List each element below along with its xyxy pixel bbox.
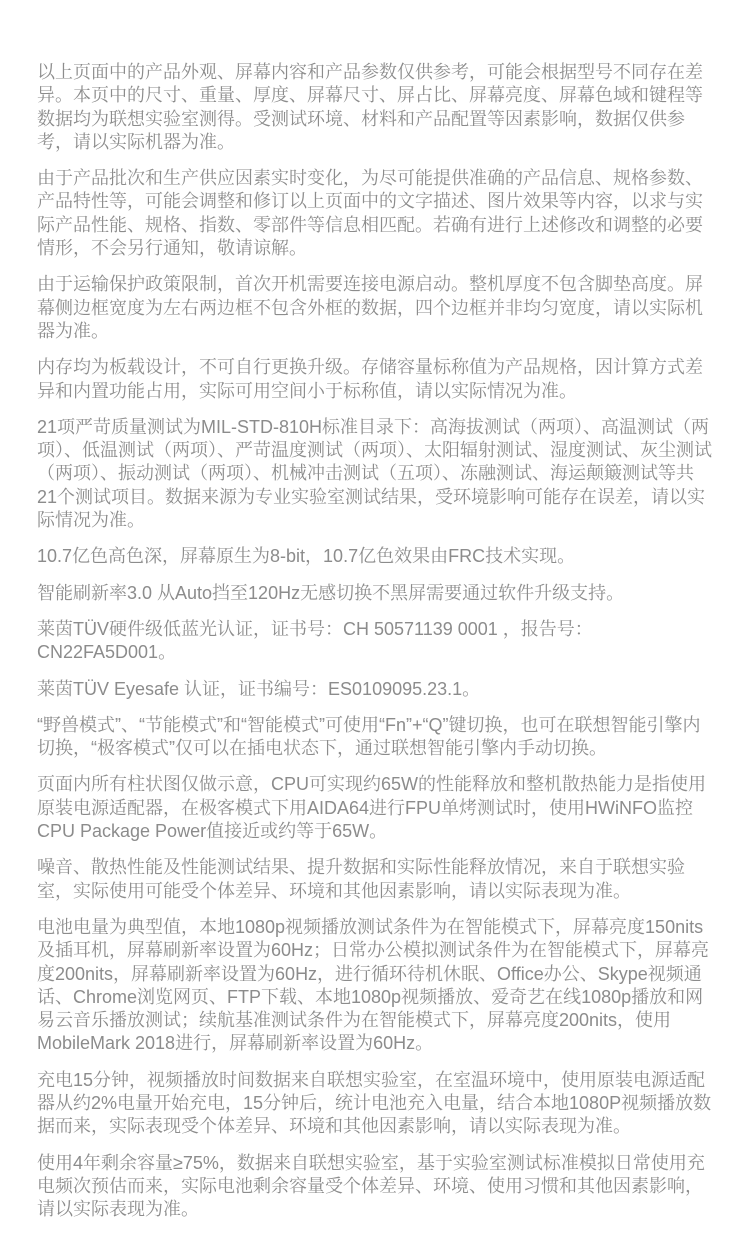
disclaimer-paragraph: 莱茵TÜV Eyesafe 认证，证书编号：ES0109095.23.1。 <box>37 678 481 699</box>
disclaimer-paragraph: 10.7亿色高色深，屏幕原生为8-bit，10.7亿色效果由FRC技术实现。 <box>37 546 576 567</box>
disclaimer-paragraph: 以上页面中的产品外观、屏幕内容和产品参数仅供参考，可能会根据型号不同存在差异。本页中的尺寸、重量、厚度、屏幕尺寸、屏占比、屏幕亮度、屏幕色域和键程等数据均为联想实验室测得。受测试环境、材料和产品配置等因素影响，数据仅供参考，请以实际机器为准。 <box>37 62 703 152</box>
disclaimer-paragraph: 莱茵TÜV硬件级低蓝光认证，证书号：CH 50571139 0001 ，报告号：CN22FA5D001。 <box>37 618 593 663</box>
disclaimer-paragraph: 由于产品批次和生产供应因素实时变化，为尽可能提供准确的产品信息、规格参数、产品特性等，可能会调整和修订以上页面中的文字描述、图片效果等内容，以求与实际产品性能、规格、指数、零部件等信息相匹配。若确有进行上述修改和调整的必要情形，不会另行通知，敬请谅解。 <box>37 168 703 259</box>
disclaimer-paragraph: 电池电量为典型值，本地1080p视频播放测试条件为在智能模式下，屏幕亮度150nits及插耳机，屏幕刷新率设置为60Hz；日常办公模拟测试条件为在智能模式下，屏幕亮度200nits，屏幕刷新率设置为60Hz，进行循环待机休眠、Office办公、Skype视频通话、Chrome浏览网页、FTP下载、本地1080p视频播放、爱奇艺在线1080p播放和网易云音乐播放测试；续航基准测试条件为在智能模式下，屏幕亮度200nits，使用MobileMark 2018进行，屏幕刷新率设置为60Hz。 <box>37 916 710 1054</box>
disclaimer-paragraph: “野兽模式”、“节能模式”和“智能模式”可使用“Fn”+“Q”键切换，也可在联想智能引擎内切换，“极客模式”仅可以在插电状态下，通过联想智能引擎内手动切换。 <box>37 714 701 759</box>
disclaimer-paragraph: 噪音、散热性能及性能测试结果、提升数据和实际性能释放情况，来自于联想实验室，实际使用可能受个体差异、环境和其他因素影响，请以实际表现为准。 <box>37 857 685 901</box>
disclaimer-paragraph: 智能刷新率3.0 从Auto挡至120Hz无感切换不黑屏需要通过软件升级支持。 <box>37 582 625 603</box>
disclaimer-paragraph: 由于运输保护政策限制，首次开机需要连接电源启动。整机厚度不包含脚垫高度。屏幕侧边框宽度为左右两边框不包含外框的数据，四个边框并非均匀宽度，请以实际机器为准。 <box>37 274 703 341</box>
disclaimer-paragraph: 页面内所有柱状图仅做示意，CPU可实现约65W的性能释放和整机散热能力是指使用原装电源适配器，在极客模式下用AIDA64进行FPU单烤测试时，使用HWiNFO监控CPU Package Power值接近或约等于65W。 <box>37 774 707 842</box>
disclaimer-paragraph: 使用4年剩余容量≥75%，数据来自联想实验室，基于实验室测试标准模拟日常使用充电频次预估而来，实际电池剩余容量受个体差异、环境、使用习惯和其他因素影响，请以实际表现为准。 <box>37 1152 705 1220</box>
disclaimer-paragraph: 充电15分钟，视频播放时间数据来自联想实验室，在室温环境中，使用原装电源适配器从约2%电量开始充电，15分钟后，统计电池充入电量，结合本地1080P视频播放数据而来，实际表现受个体差异、环境和其他因素影响，请以实际表现为准。 <box>37 1069 712 1137</box>
disclaimer-paragraph: 21项严苛质量测试为MIL-STD-810H标准目录下：高海拔测试（两项）、高温测试（两项）、低温测试（两项）、严苛温度测试（两项）、太阳辐射测试、湿度测试、灰尘测试（两项）、振动测试（两项）、机械冲击测试（五项）、冻融测试、海运颠簸测试等共21个测试项目。数据来源为专业实验室测试结果，受环境影响可能存在误差，请以实际情况为准。 <box>37 416 712 531</box>
disclaimer-paragraph: 内存均为板载设计，不可自行更换升级。存储容量标称值为产品规格，因计算方式差异和内置功能占用，实际可用空间小于标称值，请以实际情况为准。 <box>37 357 703 401</box>
